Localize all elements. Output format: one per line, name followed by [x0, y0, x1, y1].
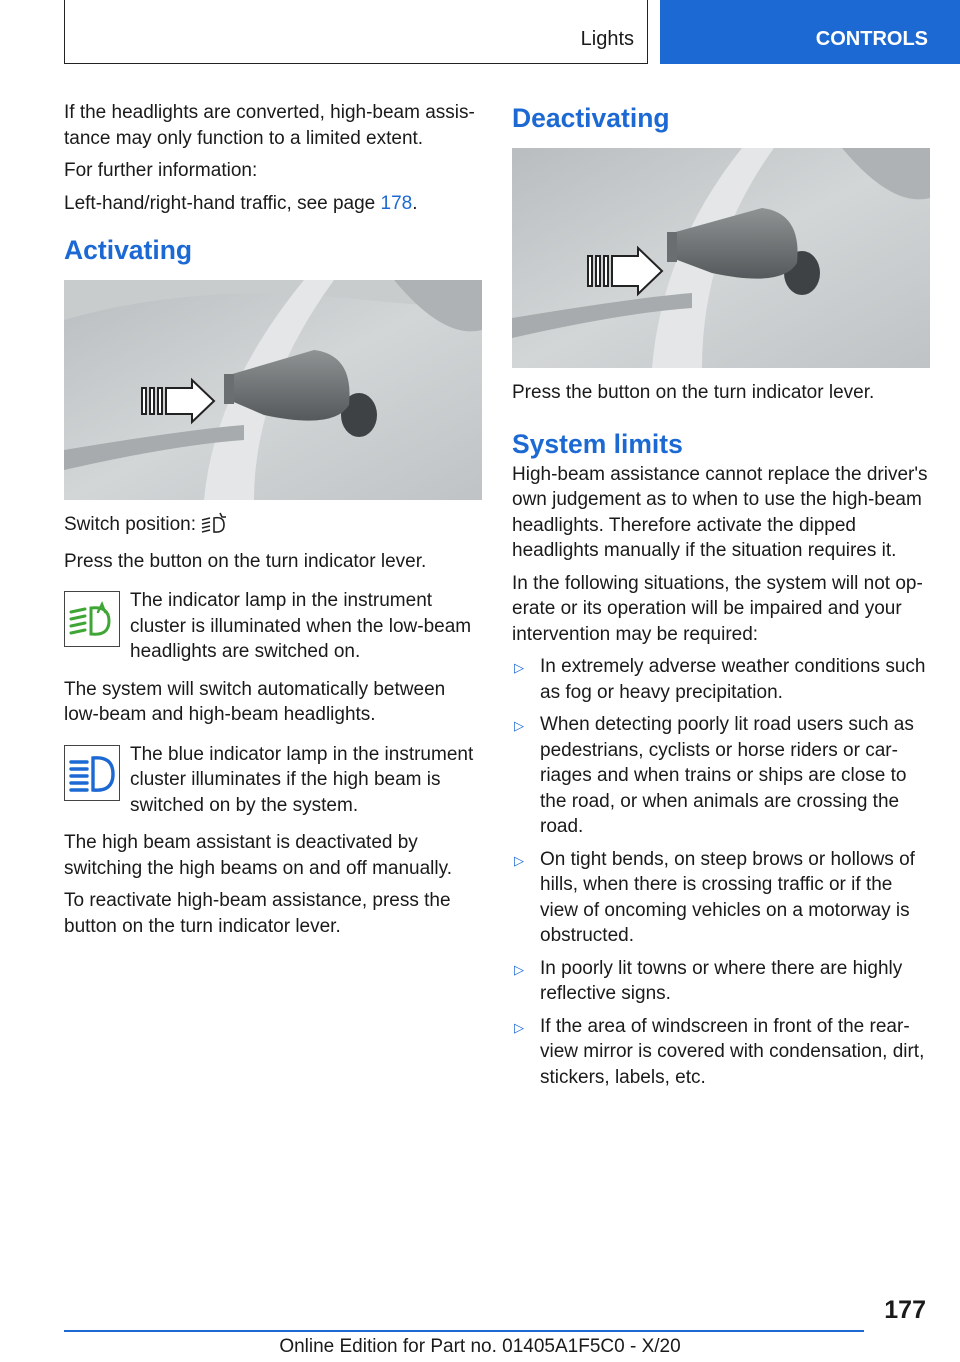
paragraph-situations: In the following situations, the system will not operate or its operation will be impaired and your intervention may be required: [512, 572, 923, 645]
triangle-right-icon: ▷ [514, 660, 524, 675]
high-beam-blue-icon [64, 745, 120, 801]
lamp-note-text [130, 588, 482, 665]
switch-position-label: Switch position: [64, 514, 197, 535]
list-item [512, 1014, 930, 1091]
high-beam-assistant-symbol-icon [200, 512, 234, 542]
press-button-text-left: Press the button on the turn indicator lever. [64, 550, 427, 572]
triangle-right-icon: ▷ [514, 718, 524, 733]
turn-indicator-lever-photo-activating [64, 280, 482, 500]
header-frame [64, 0, 648, 64]
list-item [512, 956, 930, 1007]
paragraph-replace: High-beam assistance cannot replace the driver's own judgement as to when to use the high-beam headlights. Therefore activate the dipped headlights manually if the situation requires it. [512, 463, 928, 561]
list-item-text: When detecting poorly lit road users such as pedestrians, cyclists or horse riders or carriages and when trains or ships are close to the road, or when animals are crossing the road. [540, 714, 914, 837]
paragraph-further-info: For further information: [64, 160, 258, 181]
paragraph-traffic-ref [64, 191, 482, 217]
high-beam-assistant-green-icon [64, 591, 120, 647]
indicator-lamp-note-blue [64, 742, 482, 819]
list-item [512, 712, 930, 840]
chapter-tab[interactable]: CONTROLS [660, 0, 960, 64]
paragraph-reactivate: To reactivate high-beam assistance, press the button on the turn indicator lever. [64, 890, 451, 937]
triangle-right-icon: ▷ [514, 1019, 524, 1035]
traffic-ref-text: Left-hand/right-hand traffic, see page [64, 192, 381, 214]
list-item-text: In extremely adverse weather conditions such as fog or heavy precipitation. [540, 656, 926, 703]
lamp-note-green-text: The indicator lamp in the instrument cluster is illuminated when the low-beam headlights are switched on. [130, 590, 472, 662]
heading-deactivating: Deactivating [512, 103, 670, 133]
list-item [512, 654, 930, 705]
list-item-text: In poorly lit towns or where there are highly reflective signs. [540, 957, 903, 1004]
traffic-ref-end: . [412, 192, 418, 214]
indicator-lamp-note-green [64, 588, 482, 665]
page-number: 177 [884, 1296, 926, 1324]
heading-system-limits: System limits [512, 428, 683, 459]
triangle-right-icon: ▷ [514, 961, 524, 977]
lamp-note-blue-text: The blue indicator lamp in the instrument cluster illuminates if the high beam is switched on by the system. [130, 743, 474, 816]
paragraph-deactivated: The high beam assistant is deactivated by switching the high beams on and off manually. [64, 832, 452, 879]
page-link[interactable]: 178 [380, 192, 413, 214]
system-limits-list [512, 654, 930, 1090]
heading-activating: Activating [64, 235, 193, 265]
paragraph-switch-auto: The system will switch automatically between low-beam and high-beam headlights. [64, 678, 446, 725]
section-title: Lights [580, 28, 634, 50]
footer-divider [64, 1330, 864, 1332]
left-column [64, 100, 482, 946]
list-item [512, 847, 930, 949]
triangle-right-icon: ▷ [514, 852, 524, 868]
lamp-note-text [130, 742, 482, 819]
switch-position [64, 512, 482, 542]
press-button-text-right: Press the button on the turn indicator lever. [512, 382, 875, 403]
turn-indicator-lever-photo-deactivating [512, 148, 930, 368]
paragraph-converted: If the headlights are converted, high-beam assistance may only function to a limited extent. [64, 102, 475, 149]
right-column [512, 100, 930, 1097]
footer-edition: Online Edition for Part no. 01405A1F5C0 - X/20 [279, 1336, 681, 1357]
list-item-text: On tight bends, on steep brows or hollows of hills, when there is crossing traffic or if the view of oncoming vehicles on a motorway is obstructed. [540, 848, 915, 946]
list-item-text: If the area of windscreen in front of the rearview mirror is covered with condensation, dirt, stickers, labels, etc. [540, 1015, 925, 1088]
